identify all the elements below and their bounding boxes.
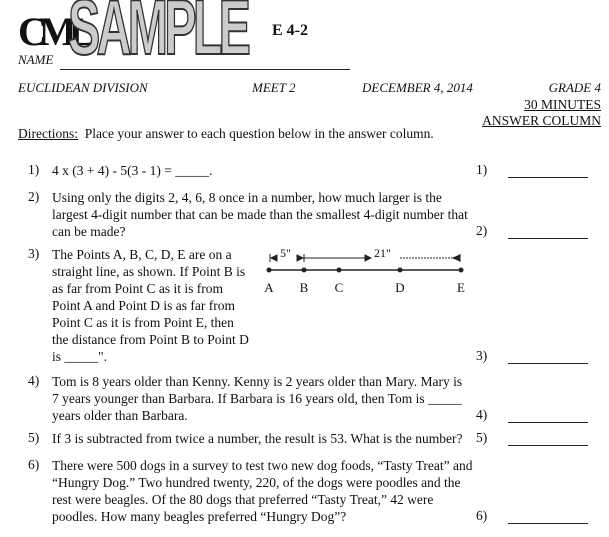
dim-ab-label: 5" [280, 246, 291, 260]
question-line: Point C as it is from Point E, then [52, 315, 234, 330]
point-d-dot [398, 268, 402, 272]
question-line: poodles. How many beagles preferred “Hungry Dog”? [52, 509, 347, 524]
question-line: Tom is 8 years older than Kenny. Kenny is 2 years older than Mary. Mary is [52, 374, 463, 389]
time-limit: 30 MINUTES [524, 97, 601, 112]
point-label-a: A [264, 280, 274, 295]
question-line: There were 500 dogs in a survey to test two new dog foods, “Tasty Treat” and [52, 458, 473, 473]
answer-blank[interactable] [508, 523, 588, 524]
answer-blank[interactable] [508, 238, 588, 239]
question-line: rest were beagles. Of the 80 dogs that preferred “Tasty Treat,” 42 were [52, 492, 434, 507]
question-number: 5) [28, 430, 40, 445]
answer-label: 1) [476, 162, 488, 177]
directions-label: Directions: [18, 126, 78, 141]
point-label-b: B [299, 280, 309, 295]
answer-blank[interactable] [508, 363, 588, 364]
question-line: 4 x (3 + 4) - 5(3 - 1) = _____. [52, 163, 213, 178]
question-number: 1) [28, 162, 40, 177]
point-b-dot [302, 268, 306, 272]
division: EUCLIDEAN DIVISION [18, 80, 148, 95]
question-text [52, 246, 249, 365]
question-line: The Points A, B, C, D, E are on a [52, 247, 232, 262]
question-line: 7 years younger than Barbara. If Barbara is 16 years old, then Tom is _____ [52, 391, 462, 406]
question-line: years older than Barbara. [52, 408, 188, 423]
answer-label: 6) [476, 508, 488, 523]
point-a-dot [267, 268, 271, 272]
cml-logo: CML [18, 9, 88, 54]
question-line: If 3 is subtracted from twice a number, the result is 53. What is the number? [52, 431, 463, 446]
question-number: 4) [28, 373, 40, 388]
answer-label: 4) [476, 407, 488, 422]
question-line: can be made? [52, 224, 126, 239]
question-line: the distance from Point B to Point D [52, 332, 249, 347]
question-text [52, 430, 462, 447]
date: DECEMBER 4, 2014 [362, 80, 473, 95]
answer-label: 2) [476, 223, 488, 238]
answer-column-heading: ANSWER COLUMN [482, 113, 601, 128]
question-number: 3) [28, 246, 40, 261]
question-line: “Hungry Dog.” Two hundred twenty, 220, of the dogs were poodles and the [52, 475, 461, 490]
arrowhead [453, 255, 460, 261]
question-text [52, 373, 462, 424]
question-number: 6) [28, 457, 40, 472]
name-label: NAME [18, 52, 54, 67]
point-label-d: D [395, 280, 405, 295]
point-e-dot [459, 268, 463, 272]
question-line: Point A and Point D is as far from [52, 298, 235, 313]
question-line: is _____". [52, 349, 108, 364]
grade: GRADE 4 [548, 80, 601, 95]
question-number: 2) [28, 189, 40, 204]
answer-label: 3) [476, 348, 488, 363]
answer-blank[interactable] [508, 177, 588, 178]
answer-blank[interactable] [508, 445, 588, 446]
question-line: largest 4-digit number that can be made than the smallest 4-digit number that [52, 207, 468, 222]
question-text [52, 162, 212, 179]
question-line: Using only the digits 2, 4, 6, 8 once in a number, how much larger is the [52, 190, 442, 205]
meet: MEET 2 [252, 80, 296, 95]
point-label-c: C [334, 280, 344, 295]
arrowhead [365, 255, 371, 261]
dim-be-label: 21" [374, 246, 391, 260]
sample-watermark: SAMPLE [68, 0, 248, 71]
answer-blank[interactable] [508, 422, 588, 423]
name-field-line[interactable] [60, 69, 350, 70]
answer-label: 5) [476, 430, 488, 445]
arrowhead [271, 255, 277, 261]
point-c-dot [337, 268, 341, 272]
point-label-e: E [457, 280, 465, 295]
directions [18, 126, 434, 142]
question-line: as far from Point C as it is from [52, 281, 223, 296]
directions-text: Place your answer to each question below in the answer column. [84, 126, 434, 141]
question-text [52, 457, 472, 525]
question-text [52, 189, 468, 240]
question-line: straight line, as shown. If Point B is [52, 264, 246, 279]
arrowhead [297, 255, 303, 261]
contest-code: E 4-2 [272, 22, 308, 39]
